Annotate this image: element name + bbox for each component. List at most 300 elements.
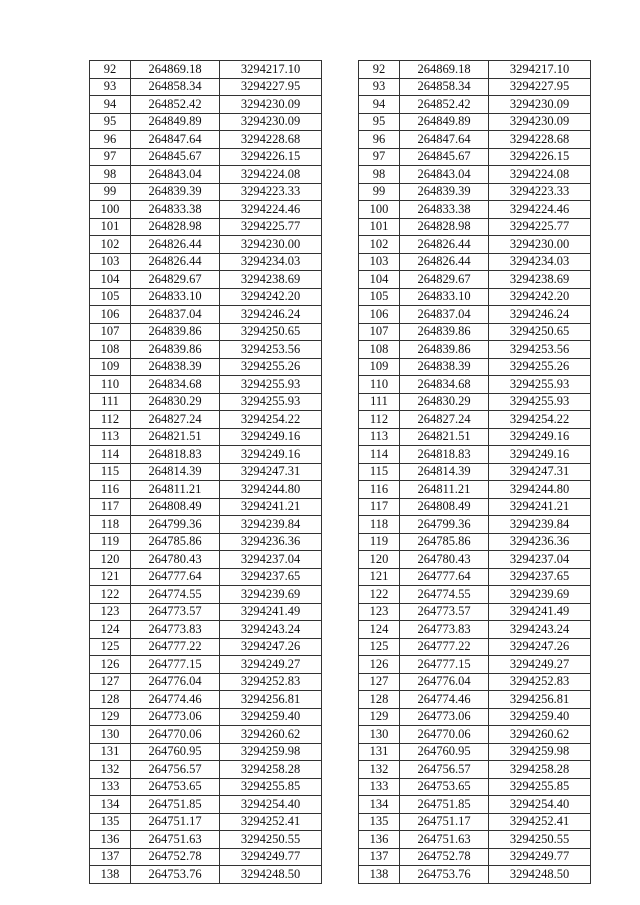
table-row — [90, 726, 322, 744]
x-coordinate-cell: 264808.49 — [400, 498, 489, 516]
y-coordinate-cell: 3294241.49 — [489, 603, 591, 621]
y-coordinate-cell: 3294255.93 — [220, 393, 322, 411]
x-coordinate-cell: 264828.98 — [400, 218, 489, 236]
point-number-cell: 127 — [90, 673, 131, 691]
y-coordinate-cell: 3294224.08 — [220, 166, 322, 184]
x-coordinate-cell: 264839.86 — [400, 341, 489, 359]
x-coordinate-cell: 264845.67 — [131, 148, 220, 166]
x-coordinate-cell: 264847.64 — [400, 131, 489, 149]
point-number-cell: 116 — [90, 481, 131, 499]
point-number-cell: 106 — [90, 306, 131, 324]
table-row — [90, 481, 322, 499]
y-coordinate-cell: 3294241.49 — [220, 603, 322, 621]
x-coordinate-cell: 264756.57 — [400, 761, 489, 779]
table-row — [359, 131, 591, 149]
point-number-cell: 101 — [90, 218, 131, 236]
point-number-cell: 97 — [90, 148, 131, 166]
point-number-cell: 103 — [90, 253, 131, 271]
x-coordinate-cell: 264753.65 — [131, 778, 220, 796]
y-coordinate-cell: 3294249.16 — [220, 446, 322, 464]
x-coordinate-cell: 264773.83 — [131, 621, 220, 639]
point-number-cell: 136 — [90, 831, 131, 849]
point-number-cell: 121 — [90, 568, 131, 586]
y-coordinate-cell: 3294236.36 — [220, 533, 322, 551]
y-coordinate-cell: 3294255.93 — [220, 376, 322, 394]
table-row — [359, 341, 591, 359]
table-row — [90, 183, 322, 201]
y-coordinate-cell: 3294260.62 — [489, 726, 591, 744]
table-row — [90, 411, 322, 429]
table-row — [359, 498, 591, 516]
x-coordinate-cell: 264753.65 — [400, 778, 489, 796]
point-number-cell: 111 — [90, 393, 131, 411]
table-row — [359, 253, 591, 271]
y-coordinate-cell: 3294260.62 — [220, 726, 322, 744]
y-coordinate-cell: 3294242.20 — [489, 288, 591, 306]
table-row — [90, 586, 322, 604]
point-number-cell: 133 — [90, 778, 131, 796]
point-number-cell: 128 — [359, 691, 400, 709]
y-coordinate-cell: 3294244.80 — [489, 481, 591, 499]
table-row — [359, 271, 591, 289]
point-number-cell: 137 — [359, 848, 400, 866]
x-coordinate-cell: 264799.36 — [131, 516, 220, 534]
table-row — [359, 743, 591, 761]
y-coordinate-cell: 3294230.09 — [220, 113, 322, 131]
table-row — [359, 848, 591, 866]
point-number-cell: 131 — [359, 743, 400, 761]
y-coordinate-cell: 3294243.24 — [489, 621, 591, 639]
table-row — [359, 638, 591, 656]
point-number-cell: 107 — [90, 323, 131, 341]
y-coordinate-cell: 3294239.69 — [489, 586, 591, 604]
y-coordinate-cell: 3294217.10 — [489, 61, 591, 79]
table-row — [90, 568, 322, 586]
point-number-cell: 106 — [359, 306, 400, 324]
x-coordinate-cell: 264753.76 — [131, 866, 220, 884]
y-coordinate-cell: 3294237.65 — [220, 568, 322, 586]
y-coordinate-cell: 3294253.56 — [489, 341, 591, 359]
point-number-cell: 130 — [359, 726, 400, 744]
x-coordinate-cell: 264858.34 — [131, 78, 220, 96]
x-coordinate-cell: 264780.43 — [131, 551, 220, 569]
y-coordinate-cell: 3294252.41 — [220, 813, 322, 831]
y-coordinate-cell: 3294247.26 — [489, 638, 591, 656]
x-coordinate-cell: 264826.44 — [131, 236, 220, 254]
point-number-cell: 126 — [90, 656, 131, 674]
y-coordinate-cell: 3294249.16 — [489, 428, 591, 446]
y-coordinate-cell: 3294254.40 — [489, 796, 591, 814]
y-coordinate-cell: 3294249.27 — [220, 656, 322, 674]
point-number-cell: 129 — [90, 708, 131, 726]
x-coordinate-cell: 264814.39 — [400, 463, 489, 481]
x-coordinate-cell: 264839.39 — [400, 183, 489, 201]
table-row — [90, 236, 322, 254]
point-number-cell: 138 — [359, 866, 400, 884]
x-coordinate-cell: 264777.22 — [131, 638, 220, 656]
point-number-cell: 92 — [359, 61, 400, 79]
table-row — [359, 726, 591, 744]
table-row — [90, 778, 322, 796]
point-number-cell: 96 — [90, 131, 131, 149]
point-number-cell: 134 — [359, 796, 400, 814]
table-row — [90, 848, 322, 866]
y-coordinate-cell: 3294250.65 — [489, 323, 591, 341]
x-coordinate-cell: 264776.04 — [131, 673, 220, 691]
table-row — [90, 288, 322, 306]
x-coordinate-cell: 264811.21 — [131, 481, 220, 499]
table-row — [359, 516, 591, 534]
table-row — [359, 621, 591, 639]
x-coordinate-cell: 264760.95 — [400, 743, 489, 761]
point-number-cell: 98 — [359, 166, 400, 184]
y-coordinate-cell: 3294256.81 — [220, 691, 322, 709]
x-coordinate-cell: 264770.06 — [400, 726, 489, 744]
y-coordinate-cell: 3294259.98 — [489, 743, 591, 761]
y-coordinate-cell: 3294241.21 — [220, 498, 322, 516]
x-coordinate-cell: 264830.29 — [400, 393, 489, 411]
point-number-cell: 100 — [90, 201, 131, 219]
y-coordinate-cell: 3294255.26 — [489, 358, 591, 376]
x-coordinate-cell: 264811.21 — [400, 481, 489, 499]
point-number-cell: 123 — [359, 603, 400, 621]
table-row — [359, 323, 591, 341]
coordinate-table-body — [90, 61, 322, 884]
table-row — [359, 428, 591, 446]
table-row — [359, 568, 591, 586]
table-row — [359, 288, 591, 306]
table-row — [359, 96, 591, 114]
table-row — [90, 96, 322, 114]
x-coordinate-cell: 264773.57 — [400, 603, 489, 621]
y-coordinate-cell: 3294249.16 — [220, 428, 322, 446]
point-number-cell: 135 — [90, 813, 131, 831]
x-coordinate-cell: 264833.10 — [131, 288, 220, 306]
point-number-cell: 96 — [359, 131, 400, 149]
table-row — [359, 236, 591, 254]
y-coordinate-cell: 3294225.77 — [489, 218, 591, 236]
y-coordinate-cell: 3294248.50 — [220, 866, 322, 884]
table-row — [359, 166, 591, 184]
point-number-cell: 102 — [359, 236, 400, 254]
y-coordinate-cell: 3294246.24 — [489, 306, 591, 324]
point-number-cell: 130 — [90, 726, 131, 744]
x-coordinate-cell: 264827.24 — [131, 411, 220, 429]
x-coordinate-cell: 264852.42 — [131, 96, 220, 114]
point-number-cell: 97 — [359, 148, 400, 166]
table-row — [359, 831, 591, 849]
y-coordinate-cell: 3294247.31 — [489, 463, 591, 481]
table-row — [90, 533, 322, 551]
table-row — [90, 393, 322, 411]
coordinate-table-body — [359, 61, 591, 884]
x-coordinate-cell: 264839.86 — [131, 323, 220, 341]
x-coordinate-cell: 264773.06 — [400, 708, 489, 726]
table-row — [90, 446, 322, 464]
y-coordinate-cell: 3294230.09 — [220, 96, 322, 114]
x-coordinate-cell: 264839.39 — [131, 183, 220, 201]
table-row — [90, 621, 322, 639]
y-coordinate-cell: 3294239.69 — [220, 586, 322, 604]
x-coordinate-cell: 264833.10 — [400, 288, 489, 306]
table-row — [359, 393, 591, 411]
y-coordinate-cell: 3294256.81 — [489, 691, 591, 709]
point-number-cell: 95 — [90, 113, 131, 131]
point-number-cell: 118 — [90, 516, 131, 534]
y-coordinate-cell: 3294254.22 — [489, 411, 591, 429]
x-coordinate-cell: 264843.04 — [131, 166, 220, 184]
table-row — [90, 428, 322, 446]
x-coordinate-cell: 264837.04 — [400, 306, 489, 324]
point-number-cell: 114 — [90, 446, 131, 464]
point-number-cell: 116 — [359, 481, 400, 499]
y-coordinate-cell: 3294227.95 — [489, 78, 591, 96]
x-coordinate-cell: 264773.83 — [400, 621, 489, 639]
x-coordinate-cell: 264847.64 — [131, 131, 220, 149]
y-coordinate-cell: 3294239.84 — [489, 516, 591, 534]
x-coordinate-cell: 264777.15 — [400, 656, 489, 674]
x-coordinate-cell: 264838.39 — [400, 358, 489, 376]
point-number-cell: 105 — [359, 288, 400, 306]
point-number-cell: 95 — [359, 113, 400, 131]
point-number-cell: 104 — [90, 271, 131, 289]
x-coordinate-cell: 264821.51 — [131, 428, 220, 446]
y-coordinate-cell: 3294238.69 — [220, 271, 322, 289]
point-number-cell: 101 — [359, 218, 400, 236]
y-coordinate-cell: 3294255.85 — [489, 778, 591, 796]
table-row — [359, 183, 591, 201]
y-coordinate-cell: 3294250.55 — [220, 831, 322, 849]
point-number-cell: 113 — [90, 428, 131, 446]
x-coordinate-cell: 264852.42 — [400, 96, 489, 114]
x-coordinate-cell: 264751.63 — [131, 831, 220, 849]
x-coordinate-cell: 264843.04 — [400, 166, 489, 184]
y-coordinate-cell: 3294255.85 — [220, 778, 322, 796]
table-row — [359, 481, 591, 499]
x-coordinate-cell: 264869.18 — [131, 61, 220, 79]
x-coordinate-cell: 264869.18 — [400, 61, 489, 79]
x-coordinate-cell: 264752.78 — [131, 848, 220, 866]
y-coordinate-cell: 3294259.40 — [489, 708, 591, 726]
table-row — [90, 463, 322, 481]
x-coordinate-cell: 264818.83 — [131, 446, 220, 464]
x-coordinate-cell: 264751.85 — [131, 796, 220, 814]
table-row — [359, 603, 591, 621]
x-coordinate-cell: 264834.68 — [400, 376, 489, 394]
y-coordinate-cell: 3294247.31 — [220, 463, 322, 481]
y-coordinate-cell: 3294252.41 — [489, 813, 591, 831]
table-row — [359, 61, 591, 79]
x-coordinate-cell: 264751.85 — [400, 796, 489, 814]
y-coordinate-cell: 3294252.83 — [489, 673, 591, 691]
point-number-cell: 119 — [359, 533, 400, 551]
point-number-cell: 103 — [359, 253, 400, 271]
y-coordinate-cell: 3294225.77 — [220, 218, 322, 236]
table-row — [359, 761, 591, 779]
table-row — [90, 61, 322, 79]
y-coordinate-cell: 3294249.16 — [489, 446, 591, 464]
point-number-cell: 93 — [359, 78, 400, 96]
y-coordinate-cell: 3294254.40 — [220, 796, 322, 814]
table-row — [90, 866, 322, 884]
x-coordinate-cell: 264808.49 — [131, 498, 220, 516]
y-coordinate-cell: 3294226.15 — [489, 148, 591, 166]
y-coordinate-cell: 3294258.28 — [220, 761, 322, 779]
point-number-cell: 99 — [90, 183, 131, 201]
table-row — [359, 376, 591, 394]
y-coordinate-cell: 3294252.83 — [220, 673, 322, 691]
y-coordinate-cell: 3294250.65 — [220, 323, 322, 341]
table-row — [359, 866, 591, 884]
x-coordinate-cell: 264785.86 — [400, 533, 489, 551]
point-number-cell: 118 — [359, 516, 400, 534]
y-coordinate-cell: 3294223.33 — [489, 183, 591, 201]
y-coordinate-cell: 3294249.27 — [489, 656, 591, 674]
y-coordinate-cell: 3294224.08 — [489, 166, 591, 184]
table-row — [90, 813, 322, 831]
x-coordinate-cell: 264858.34 — [400, 78, 489, 96]
x-coordinate-cell: 264774.55 — [400, 586, 489, 604]
table-row — [90, 271, 322, 289]
point-number-cell: 131 — [90, 743, 131, 761]
point-number-cell: 117 — [359, 498, 400, 516]
y-coordinate-cell: 3294242.20 — [220, 288, 322, 306]
x-coordinate-cell: 264751.17 — [131, 813, 220, 831]
y-coordinate-cell: 3294230.00 — [220, 236, 322, 254]
point-number-cell: 102 — [90, 236, 131, 254]
point-number-cell: 119 — [90, 533, 131, 551]
point-number-cell: 110 — [359, 376, 400, 394]
point-number-cell: 112 — [90, 411, 131, 429]
y-coordinate-cell: 3294234.03 — [220, 253, 322, 271]
point-number-cell: 123 — [90, 603, 131, 621]
y-coordinate-cell: 3294243.24 — [220, 621, 322, 639]
y-coordinate-cell: 3294254.22 — [220, 411, 322, 429]
table-row — [359, 533, 591, 551]
table-row — [90, 376, 322, 394]
point-number-cell: 122 — [359, 586, 400, 604]
x-coordinate-cell: 264777.22 — [400, 638, 489, 656]
point-number-cell: 129 — [359, 708, 400, 726]
point-number-cell: 121 — [359, 568, 400, 586]
table-row — [359, 656, 591, 674]
table-row — [90, 516, 322, 534]
point-number-cell: 136 — [359, 831, 400, 849]
y-coordinate-cell: 3294228.68 — [489, 131, 591, 149]
y-coordinate-cell: 3294237.04 — [220, 551, 322, 569]
point-number-cell: 112 — [359, 411, 400, 429]
point-number-cell: 133 — [359, 778, 400, 796]
point-number-cell: 108 — [359, 341, 400, 359]
coordinate-table-left — [89, 60, 322, 884]
point-number-cell: 135 — [359, 813, 400, 831]
table-row — [90, 603, 322, 621]
table-row — [359, 708, 591, 726]
table-row — [90, 358, 322, 376]
x-coordinate-cell: 264799.36 — [400, 516, 489, 534]
x-coordinate-cell: 264773.57 — [131, 603, 220, 621]
y-coordinate-cell: 3294227.95 — [220, 78, 322, 96]
table-row — [359, 201, 591, 219]
table-row — [90, 218, 322, 236]
table-row — [90, 201, 322, 219]
point-number-cell: 93 — [90, 78, 131, 96]
table-row — [90, 113, 322, 131]
y-coordinate-cell: 3294255.26 — [220, 358, 322, 376]
x-coordinate-cell: 264814.39 — [131, 463, 220, 481]
table-row — [90, 78, 322, 96]
x-coordinate-cell: 264826.44 — [400, 253, 489, 271]
point-number-cell: 127 — [359, 673, 400, 691]
table-row — [90, 796, 322, 814]
x-coordinate-cell: 264774.55 — [131, 586, 220, 604]
table-row — [90, 551, 322, 569]
point-number-cell: 120 — [359, 551, 400, 569]
y-coordinate-cell: 3294249.77 — [220, 848, 322, 866]
table-row — [90, 831, 322, 849]
x-coordinate-cell: 264837.04 — [131, 306, 220, 324]
y-coordinate-cell: 3294238.69 — [489, 271, 591, 289]
table-row — [359, 358, 591, 376]
y-coordinate-cell: 3294248.50 — [489, 866, 591, 884]
x-coordinate-cell: 264780.43 — [400, 551, 489, 569]
x-coordinate-cell: 264773.06 — [131, 708, 220, 726]
table-row — [90, 691, 322, 709]
y-coordinate-cell: 3294230.09 — [489, 96, 591, 114]
x-coordinate-cell: 264838.39 — [131, 358, 220, 376]
x-coordinate-cell: 264829.67 — [131, 271, 220, 289]
table-row — [359, 113, 591, 131]
table-row — [90, 761, 322, 779]
table-row — [90, 656, 322, 674]
point-number-cell: 124 — [359, 621, 400, 639]
point-number-cell: 125 — [90, 638, 131, 656]
point-number-cell: 99 — [359, 183, 400, 201]
x-coordinate-cell: 264774.46 — [400, 691, 489, 709]
table-row — [359, 551, 591, 569]
x-coordinate-cell: 264760.95 — [131, 743, 220, 761]
point-number-cell: 92 — [90, 61, 131, 79]
x-coordinate-cell: 264752.78 — [400, 848, 489, 866]
coordinate-table-right — [358, 60, 591, 884]
point-number-cell: 109 — [90, 358, 131, 376]
point-number-cell: 122 — [90, 586, 131, 604]
point-number-cell: 117 — [90, 498, 131, 516]
y-coordinate-cell: 3294223.33 — [220, 183, 322, 201]
table-row — [90, 131, 322, 149]
point-number-cell: 120 — [90, 551, 131, 569]
x-coordinate-cell: 264777.64 — [131, 568, 220, 586]
table-row — [90, 743, 322, 761]
y-coordinate-cell: 3294249.77 — [489, 848, 591, 866]
point-number-cell: 94 — [359, 96, 400, 114]
table-row — [359, 306, 591, 324]
table-row — [90, 306, 322, 324]
y-coordinate-cell: 3294258.28 — [489, 761, 591, 779]
x-coordinate-cell: 264751.17 — [400, 813, 489, 831]
y-coordinate-cell: 3294255.93 — [489, 376, 591, 394]
x-coordinate-cell: 264828.98 — [131, 218, 220, 236]
y-coordinate-cell: 3294237.04 — [489, 551, 591, 569]
table-row — [359, 586, 591, 604]
x-coordinate-cell: 264827.24 — [400, 411, 489, 429]
x-coordinate-cell: 264829.67 — [400, 271, 489, 289]
point-number-cell: 105 — [90, 288, 131, 306]
table-row — [90, 673, 322, 691]
point-number-cell: 108 — [90, 341, 131, 359]
y-coordinate-cell: 3294259.98 — [220, 743, 322, 761]
y-coordinate-cell: 3294250.55 — [489, 831, 591, 849]
